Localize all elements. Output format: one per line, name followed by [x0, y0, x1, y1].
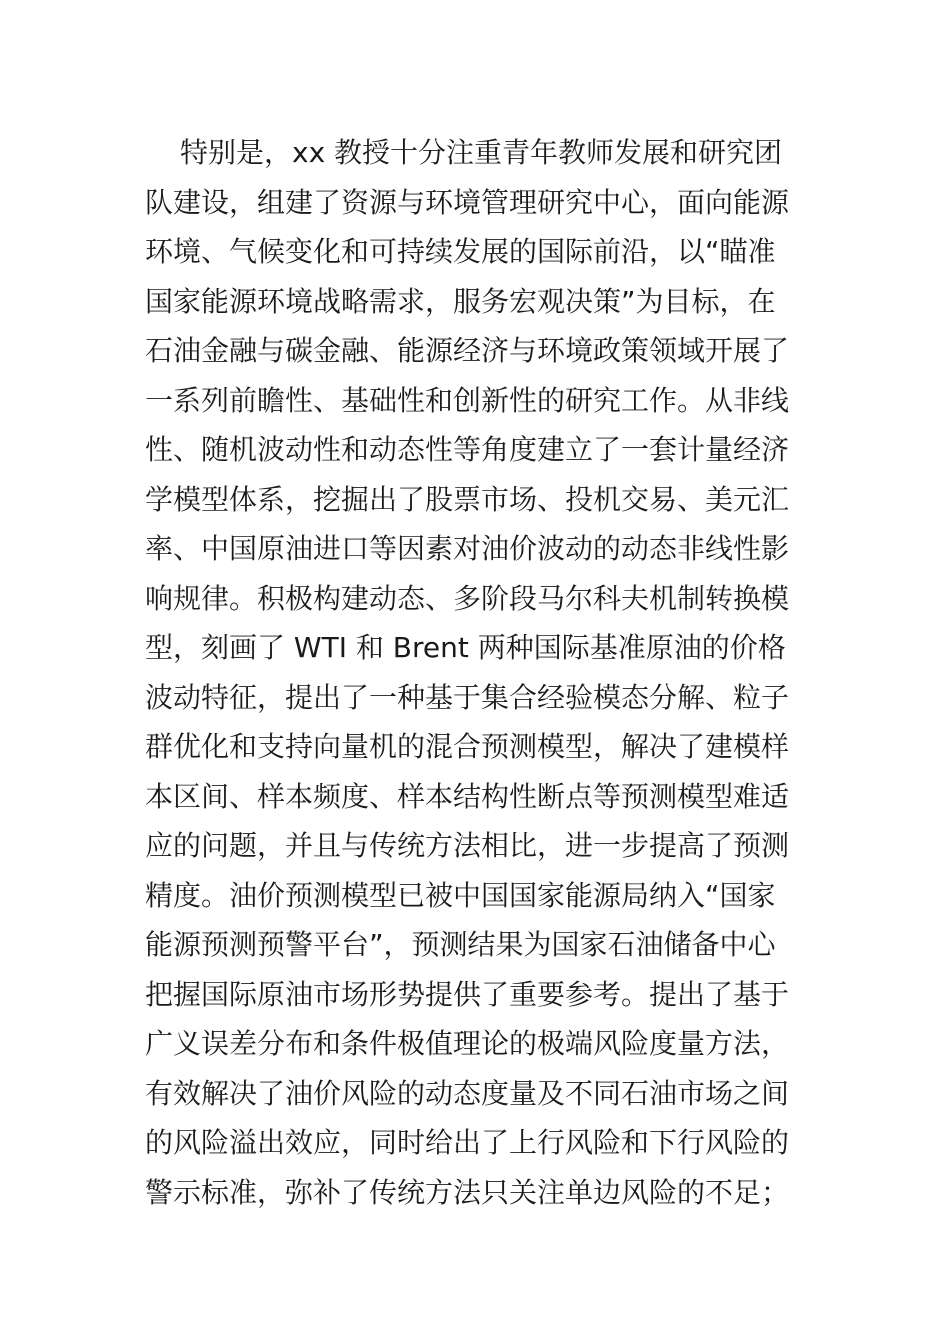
- paragraph-line-20: 有效解决了油价风险的动态度量及不同石油市场之间: [145, 1076, 790, 1110]
- paragraph-line-14: 本区间、样本频度、样本结构性断点等预测模型难适: [145, 779, 790, 813]
- paragraph-line-3: 环境、气候变化和可持续发展的国际前沿，以“瞄准: [145, 235, 776, 268]
- paragraph-line-13: 群优化和支持向量机的混合预测模型，解决了建模样: [145, 730, 790, 763]
- paragraph-line-22: 警示标准，弥补了传统方法只关注单边风险的不足；: [145, 1175, 790, 1209]
- paragraph-line-4: 国家能源环境战略需求，服务宏观决策”为目标，在: [145, 284, 776, 318]
- paragraph-line-10: 响规律。积极构建动态、多阶段马尔科夫机制转换模: [145, 581, 790, 615]
- paragraph-line-11: 型，刻画了 WTI 和 Brent 两种国际基准原油的价格: [145, 631, 786, 664]
- paragraph-line-12: 波动特征，提出了一种基于集合经验模态分解、粒子: [145, 680, 790, 714]
- paragraph-line-2: 队建设，组建了资源与环境管理研究中心，面向能源: [145, 185, 790, 219]
- paragraph-line-21: 的风险溢出效应，同时给出了上行风险和下行风险的: [145, 1126, 790, 1159]
- paragraph-line-15: 应的问题，并且与传统方法相比，进一步提高了预测: [145, 829, 790, 862]
- paragraph-line-9: 率、中国原油进口等因素对油价波动的动态非线性影: [145, 532, 790, 565]
- paragraph-line-6: 一系列前瞻性、基础性和创新性的研究工作。从非线: [145, 383, 790, 417]
- paragraph-line-18: 把握国际原油市场形势提供了重要参考。提出了基于: [145, 977, 790, 1011]
- paragraph-line-17: 能源预测预警平台”，预测结果为国家石油储备中心: [145, 928, 776, 961]
- paragraph-line-19: 广义误差分布和条件极值理论的极端风险度量方法，: [145, 1027, 790, 1060]
- paragraph-line-7: 性、随机波动性和动态性等角度建立了一套计量经济: [145, 433, 790, 466]
- paragraph-line-16: 精度。油价预测模型已被中国国家能源局纳入“国家: [145, 878, 776, 912]
- paragraph-line-5: 石油金融与碳金融、能源经济与环境政策领域开展了: [145, 334, 790, 367]
- paragraph-line-1: 特别是，xx 教授十分注重青年教师发展和研究团: [180, 136, 783, 169]
- paragraph-line-8: 学模型体系，挖掘出了股票市场、投机交易、美元汇: [145, 482, 790, 516]
- body-paragraph: [145, 128, 825, 1217]
